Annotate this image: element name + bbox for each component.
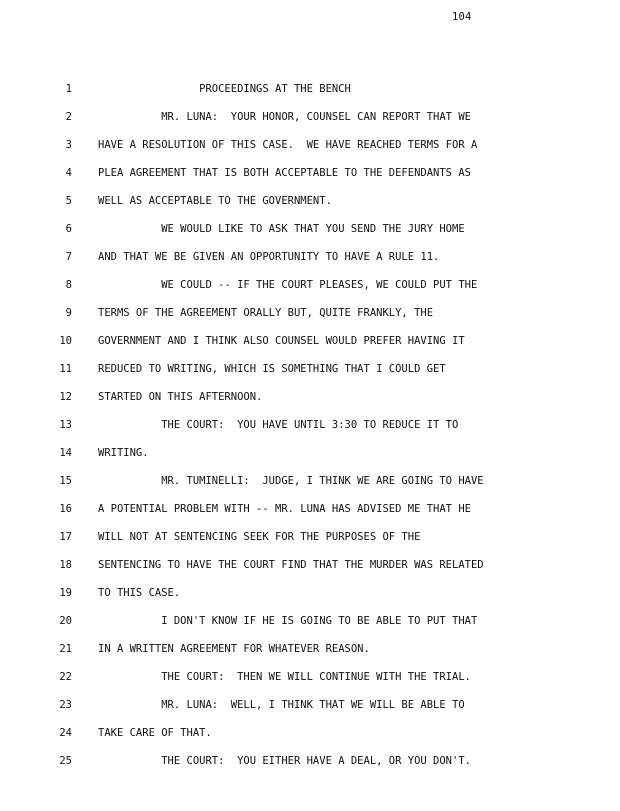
line-text: TO THIS CASE. [98,587,181,599]
line-text: STARTED ON THIS AFTERNOON. [98,391,263,403]
line-text: TAKE CARE OF THAT. [98,727,212,739]
line-number: 3 [65,139,72,151]
line-text: WELL AS ACCEPTABLE TO THE GOVERNMENT. [98,195,332,207]
line-number: 6 [65,223,72,235]
line-number: 15 [59,475,72,487]
transcript-line [0,528,620,556]
line-number: 5 [65,195,72,207]
line-text: HAVE A RESOLUTION OF THIS CASE. WE HAVE REACHED TERMS FOR A [98,139,478,151]
line-text: WE COULD -- IF THE COURT PLEASES, WE COULD PUT THE [98,279,478,291]
transcript-line [0,164,620,192]
line-number: 20 [59,615,72,627]
line-text: THE COURT: YOU HAVE UNTIL 3:30 TO REDUCE IT TO [98,419,459,431]
line-text: PLEA AGREEMENT THAT IS BOTH ACCEPTABLE TO THE DEFENDANTS AS [98,167,471,179]
transcript-line [0,192,620,220]
line-number: 11 [59,363,72,375]
line-text: PROCEEDINGS AT THE BENCH [98,83,351,95]
line-number: 12 [59,391,72,403]
line-text: TERMS OF THE AGREEMENT ORALLY BUT, QUITE FRANKLY, THE [98,307,434,319]
line-number: 9 [65,307,72,319]
transcript-line [0,556,620,584]
line-text: REDUCED TO WRITING, WHICH IS SOMETHING THAT I COULD GET [98,363,446,375]
transcript-line [0,416,620,444]
transcript-line [0,752,620,780]
line-number: 25 [59,755,72,767]
line-text: SENTENCING TO HAVE THE COURT FIND THAT THE MURDER WAS RELATED [98,559,484,571]
transcript-line [0,360,620,388]
line-text: GOVERNMENT AND I THINK ALSO COUNSEL WOULD PREFER HAVING IT [98,335,465,347]
transcript-line [0,304,620,332]
transcript-line [0,80,620,108]
line-number: 10 [59,335,72,347]
line-text: A POTENTIAL PROBLEM WITH -- MR. LUNA HAS ADVISED ME THAT HE [98,503,471,515]
transcript-line [0,640,620,668]
transcript-line [0,388,620,416]
line-text: I DON'T KNOW IF HE IS GOING TO BE ABLE TO PUT THAT [98,615,478,627]
transcript-line [0,332,620,360]
line-number: 23 [59,699,72,711]
line-number: 13 [59,419,72,431]
line-number: 18 [59,559,72,571]
line-text: MR. TUMINELLI: JUDGE, I THINK WE ARE GOING TO HAVE [98,475,484,487]
line-number: 21 [59,643,72,655]
page-number: 104 [452,11,472,23]
transcript-line [0,444,620,472]
transcript-body [0,80,620,780]
transcript-line [0,108,620,136]
line-number: 4 [65,167,72,179]
line-number: 24 [59,727,72,739]
line-text: MR. LUNA: YOUR HONOR, COUNSEL CAN REPORT THAT WE [98,111,471,123]
transcript-line [0,668,620,696]
transcript-line [0,220,620,248]
line-number: 8 [65,279,72,291]
line-number: 14 [59,447,72,459]
line-number: 2 [65,111,72,123]
line-number: 7 [65,251,72,263]
line-number: 16 [59,503,72,515]
transcript-line [0,584,620,612]
transcript-line [0,612,620,640]
transcript-line [0,472,620,500]
line-text: THE COURT: YOU EITHER HAVE A DEAL, OR YOU DON'T. [98,755,471,767]
line-text: IN A WRITTEN AGREEMENT FOR WHATEVER REASON. [98,643,370,655]
line-text: WILL NOT AT SENTENCING SEEK FOR THE PURPOSES OF THE [98,531,421,543]
line-text: THE COURT: THEN WE WILL CONTINUE WITH THE TRIAL. [98,671,471,683]
line-text: MR. LUNA: WELL, I THINK THAT WE WILL BE ABLE TO [98,699,465,711]
transcript-line [0,248,620,276]
transcript-line [0,724,620,752]
line-number: 22 [59,671,72,683]
transcript-line [0,500,620,528]
line-number: 1 [65,83,72,95]
transcript-line [0,696,620,724]
line-text: WE WOULD LIKE TO ASK THAT YOU SEND THE JURY HOME [98,223,465,235]
line-text: WRITING. [98,447,149,459]
transcript-line [0,276,620,304]
line-number: 19 [59,587,72,599]
line-number: 17 [59,531,72,543]
line-text: AND THAT WE BE GIVEN AN OPPORTUNITY TO HAVE A RULE 11. [98,251,440,263]
transcript-line [0,136,620,164]
